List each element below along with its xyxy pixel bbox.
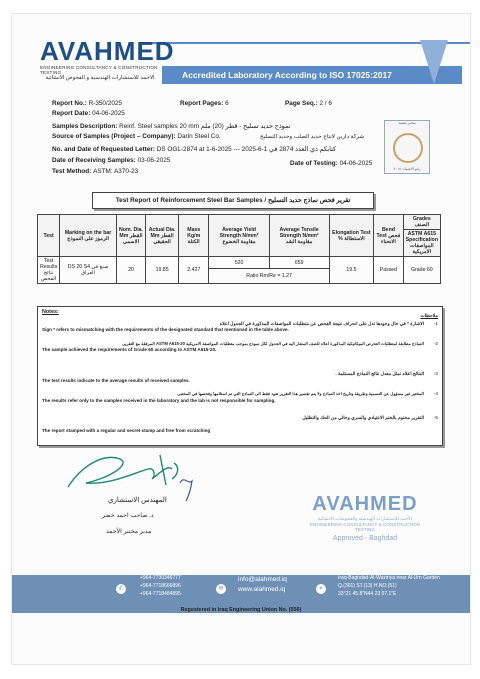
source-arabic: شركة دارين لانتاج حديد الصلب وحديد التسليح <box>260 134 365 140</box>
report-no: Report No.: R-350/2025 <box>52 100 122 107</box>
notes-title-ar: ملاحظات <box>420 313 438 318</box>
address-2: Q.(301) ST.(13) H.NO.(51) <box>338 583 397 589</box>
col-test: Test <box>38 215 60 257</box>
report-date: Report Date: 04-06-2025 <box>52 110 125 117</box>
email-link[interactable]: info@alahmed.iq <box>238 576 287 583</box>
col-yield: Average Yield Strength N/mm² مقاومة الخضوع <box>209 215 269 257</box>
note-2: The sample achieved the requirements of Grade 60 according to ASTM A615-20. <box>42 347 217 352</box>
accreditation-banner: Accredited Laboratory According to ISO 17025:2017 <box>162 66 462 84</box>
notes-box <box>37 306 443 446</box>
cell-yield: 520 <box>209 257 269 269</box>
page-seq: Page Seq.: 2 / 6 <box>285 100 332 107</box>
approval-text: Approved - Baghdad <box>332 535 398 542</box>
approval-stamp <box>300 493 430 542</box>
location-icon: ⌖ <box>316 584 326 594</box>
address-3: 33°21 45.8"N44 23 07.1"E <box>338 591 397 597</box>
report-pages: Report Pages: 6 <box>180 100 229 107</box>
note-3-num: -3 <box>433 371 438 376</box>
report-title: Test Report of Reinforcement Steel Bar Samples / تقرير فحص نماذج حديد التسليح <box>92 192 374 209</box>
approval-sub-ar: الأحمد للاستشارات الهندسية والفحوصات الانشائية <box>318 516 412 521</box>
receiving-date: Date of Receiving Samples: 03-06-2025 <box>52 157 171 164</box>
note-5: The report stamped with a regular and secret stamp and free from scratching <box>42 428 211 433</box>
website-link[interactable]: www.alahmed.iq <box>238 586 286 593</box>
note-4-num: -4 <box>433 391 438 396</box>
cell-test: Test Results نتائج الفحص <box>38 257 60 284</box>
col-actual: Actual Dia. Mm القطر الحقيقي <box>146 215 179 257</box>
note-1-num: -1 <box>433 321 438 326</box>
samples-source: Source of Samples (Project – Company): Darin Steel Co. <box>52 133 221 140</box>
note-4-ar: المختبر غير مسؤول عن التسمية وطريقة وتاريخ اخذ النماذج ولا يتم تفسير هذا التقرير تعود فقط الى النماذج التي تم استلامها وفحصها في المختبر. <box>177 391 424 396</box>
cell-nom: 20 <box>116 257 145 284</box>
stamp-text: مختبر معتمد <box>398 121 416 125</box>
logo-brand: AVAHMED <box>40 36 175 66</box>
phone-1[interactable]: +964-7730346777 <box>140 575 181 581</box>
address-1: Iraq-Baghdad-Al-Waziriya near Al-Urn Garden <box>338 575 440 581</box>
testing-date: Date of Testing: 04-06-2025 <box>290 160 373 167</box>
note-1: Sign * refers to mismatching with the requirements of the designated standard that mentioned in the table above. <box>42 327 289 332</box>
lab-stamp <box>384 120 430 174</box>
col-spec: ASTM A615 Specification المواصفات الامريكية <box>403 230 440 257</box>
note-4: The results refer only to the samples received in the laboratory and the lab is not responsible for sampling. <box>42 398 276 403</box>
logo-tagline: ENGINEERING CONSULTANCY & CONSTRUCTION TESTING <box>40 65 158 75</box>
note-5-num: -5 <box>433 415 438 420</box>
cell-bend: Passed <box>374 257 404 284</box>
note-1-ar: الاشارة * في حال وجودها تدل على انحراف نتيجة الفحص عن متطلبات المواصفات المذكورة في الجدول اعلاه <box>219 321 424 326</box>
logo-arabic: الاحمد للاستشارات الهندسية و الفحوص الانشائية <box>45 75 155 81</box>
col-bend: Bend Test فحص الانحناء <box>374 215 404 257</box>
cell-elongation: 19.5 <box>329 257 373 284</box>
engineer-name: د. صاحب احمد خضر <box>102 512 154 519</box>
approval-brand: AVAHMED <box>312 493 418 515</box>
samples-description: Samples Description: Reinf. Steel samples 20 mm نموذج حديد تسليح - قطر (20) ملم <box>52 123 291 130</box>
cell-marking: DS 20 S4 صنع في العراق <box>60 257 117 284</box>
cell-grade: Grade 60 <box>403 257 440 284</box>
note-3-ar: النتائج اعلاه تمثل معدل نتائج النماذج المستلمة . <box>335 371 424 376</box>
note-3: The test results indicate to the average results of received samples. <box>42 378 190 383</box>
phone-icon: ✆ <box>116 584 126 594</box>
stamp-seal <box>393 133 423 163</box>
email-icon: ✉ <box>216 584 226 594</box>
cell-actual: 19.85 <box>146 257 179 284</box>
notes-title: Notes: <box>42 309 59 315</box>
test-method: Test Method: ASTM: A370-23 <box>52 168 139 175</box>
note-2-ar: النماذج مطابقة لمتطلبات التحرص الميكانيكية المذكورة اعلاه للصف المشار اليه في الجدول لكل نموذج بموجب متطلبات المواصفة الامريكية ASTM A615-20 المرفقة مع التقرير. <box>121 341 424 346</box>
engineer-role: المهندس الاستشاري <box>108 497 167 504</box>
col-mass: Mass Kg/m الكتلة <box>179 215 209 257</box>
cell-ratio: Ratio Rm/Re = 1.27 <box>209 269 329 284</box>
registration-text: Regestered in Iraq Engineering Union No. (556) <box>180 607 302 613</box>
engineer-title: مدير مختبر الأحمد <box>106 528 152 535</box>
approval-sub: ENGINEERING CONSULTANCY & CONSTRUCTION TESTING <box>309 522 420 532</box>
phone-3[interactable]: +964-7718484895 <box>140 591 181 597</box>
results-table <box>37 214 441 284</box>
col-nom: Nom. Dia. Mm القطر الاسمي <box>116 215 145 257</box>
col-grades: Grades الصنف <box>403 215 440 230</box>
phone-2[interactable]: +964-7718666896 <box>140 583 181 589</box>
col-marking: Marking on the bar الرموز على النموذج <box>60 215 117 257</box>
note-5-ar: التقرير مختوم بالختم الاعتيادي والسري وخالي من الحك والتظليل <box>302 415 424 420</box>
note-2-num: -2 <box>433 341 438 346</box>
col-elongation: Elongation Test % الاستطالة <box>329 215 373 257</box>
stamp-footer: رقم الاعتماد: ٢٠١٧ <box>393 167 421 171</box>
requested-letter: No. and Date of Requested Letter: DS OGL-2874 at 1-6-2025 --- 2025-6-1 كتابكم ذي العدد 2874 في <box>52 146 337 153</box>
cell-tensile: 659 <box>269 257 329 269</box>
col-tensile: Average Tensile Strength N/mm² مقاومة الشد <box>269 215 329 257</box>
lab-logo <box>40 38 180 81</box>
header-chevron <box>420 40 448 84</box>
cell-mass: 2.427 <box>179 257 209 284</box>
